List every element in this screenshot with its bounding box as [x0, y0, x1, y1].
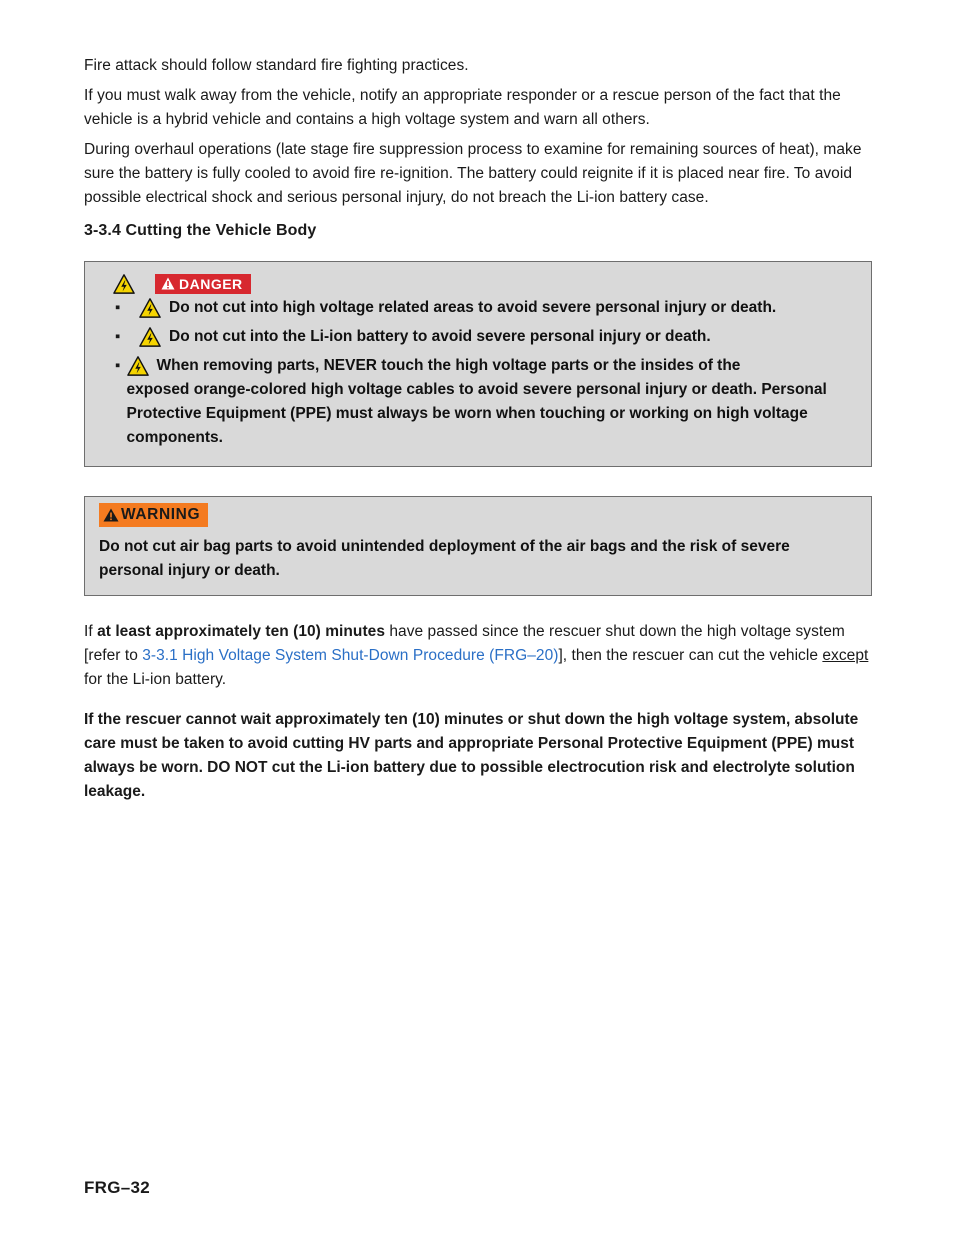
danger-item [115, 296, 855, 320]
danger-item-text-line: When removing parts, NEVER touch the high voltage parts or the insides of the [156, 357, 741, 374]
paragraph-overhaul: During overhaul operations (late stage fire suppression process to examine for remaining sources of heat), make sure the battery is fully cooled to avoid fire re-ignition. The battery could reignite if it is placed near fire. To avoid possible electrical shock and serious personal injury, do not breach the Li-ion battery case. [84, 141, 862, 206]
high-voltage-icon [113, 273, 135, 295]
paragraph-absolute-care: If the rescuer cannot wait approximately ten (10) minutes or shut down the high voltage system, absolute care must be taken to avoid cutting HV parts and appropriate Personal Protective Equipment (PPE) must always be worn. DO NOT cut the Li-ion battery due to possible electrocution risk and electrolyte solution leakage. [84, 710, 859, 800]
high-voltage-icon [139, 297, 161, 319]
p4-mid1: have passed since the rescuer shut down the high voltage system [refer to [84, 623, 845, 664]
danger-badge [155, 274, 251, 294]
danger-item [115, 354, 855, 450]
danger-label: DANGER [179, 275, 243, 292]
p4-mid2: ], then the rescuer can cut the vehicle [558, 647, 823, 664]
danger-item-text [126, 354, 855, 450]
danger-header [113, 272, 251, 295]
warning-triangle-icon [103, 508, 119, 522]
page-number: FRG–32 [84, 1178, 151, 1197]
bullet: ▪ [115, 328, 121, 345]
paragraph-cut-conditions [84, 620, 884, 692]
warning-text: Do not cut air bag parts to avoid unintended deployment of the air bags and the risk of severe personal injury or death. [99, 538, 790, 579]
bullet: ▪ [115, 357, 121, 374]
high-voltage-icon [127, 355, 149, 377]
danger-item-text: Do not cut into high voltage related areas to avoid severe personal injury or death. [169, 299, 777, 316]
warning-label: WARNING [121, 506, 201, 523]
p4-prefix: If [84, 623, 98, 640]
warning-triangle-icon [161, 277, 175, 290]
danger-item-text: Do not cut into the Li-ion battery to avoid severe personal injury or death. [169, 328, 711, 345]
danger-item [115, 325, 855, 349]
section-heading: 3-3.4 Cutting the Vehicle Body [84, 222, 317, 239]
p4-bold: at least approximately ten (10) minutes [97, 623, 386, 640]
high-voltage-icon [139, 326, 161, 348]
danger-box [84, 261, 872, 467]
danger-item-continuation: exposed orange-colored high voltage cables to avoid severe personal injury or death. Personal Protective Equipment (PPE) must always be worn when touching or working on high voltage components. [126, 381, 827, 446]
paragraph-walk-away: If you must walk away from the vehicle, notify an appropriate responder or a rescue person of the fact that the vehicle is a hybrid vehicle and contains a high voltage system and warn all others. [84, 87, 841, 128]
warning-box [84, 496, 872, 596]
danger-list [115, 296, 855, 455]
warning-badge [99, 503, 208, 527]
p4-underlined: except [822, 647, 869, 664]
p4-suffix: for the Li-ion battery. [84, 671, 227, 688]
procedure-link[interactable]: 3-3.1 High Voltage System Shut-Down Procedure (FRG–20) [142, 647, 559, 664]
bullet: ▪ [115, 299, 121, 316]
paragraph-fire-attack: Fire attack should follow standard fire fighting practices. [84, 57, 469, 74]
